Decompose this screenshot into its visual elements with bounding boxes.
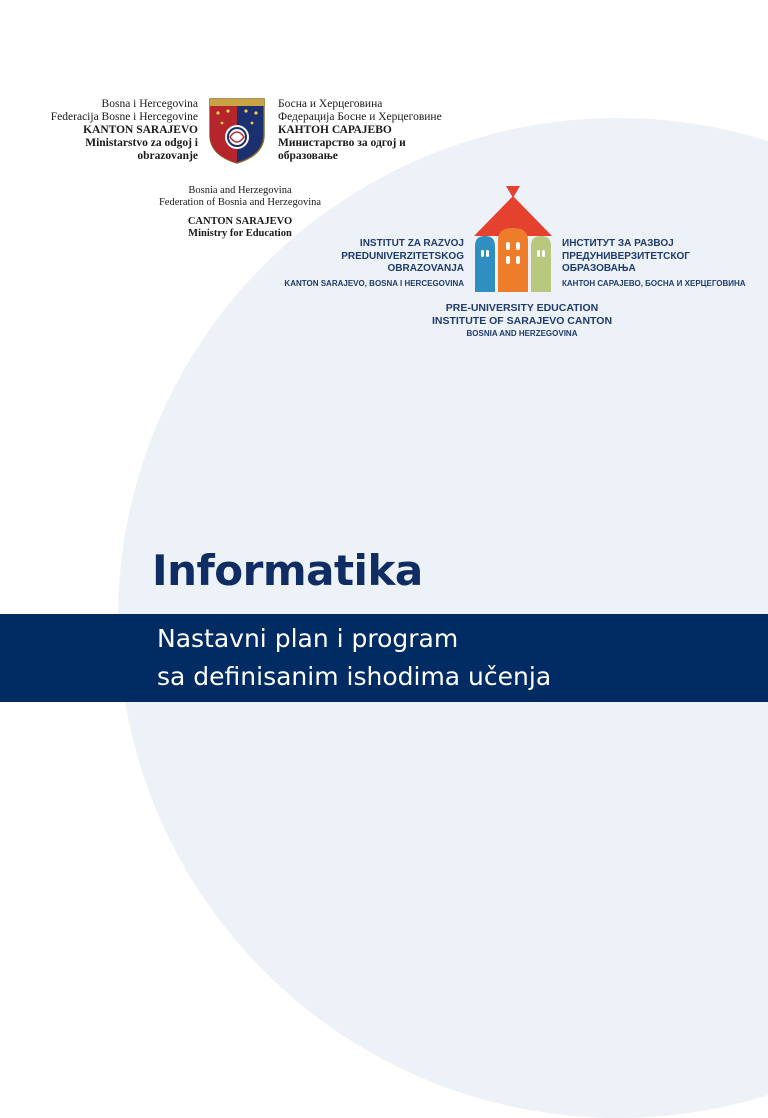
subtitle-line-1: Nastavni plan i program — [157, 624, 459, 653]
ministry-country-en: Bosnia and Herzegovina — [188, 185, 292, 196]
ministry-canton: KANTON SARAJEVO — [83, 124, 198, 136]
ministry-header-cyrillic — [278, 98, 478, 163]
ministry-canton-cyr: КАНТОН САРАЈЕВО — [278, 124, 392, 136]
institute-line2: PREDUNIVERZITETSKOG — [341, 250, 464, 262]
document-title: Informatika — [152, 546, 423, 595]
institute-line1-en: PRE-UNIVERSITY EDUCATION — [445, 302, 599, 314]
ministry-federation-cyr: Федерација Босне и Херцеговине — [278, 111, 442, 123]
subtitle-line-2: sa definisanim ishodima učenja — [157, 662, 552, 691]
institute-location: KANTON SARAJEVO, BOSNA I HERCEGOVINA — [284, 278, 464, 288]
institute-line1-cyr: ИНСТИТУТ ЗА РАЗВОЈ — [562, 238, 674, 249]
ministry-name-cont: obrazovanje — [137, 150, 198, 162]
ministry-header-latin — [20, 98, 198, 163]
institute-house-logo-icon — [470, 184, 556, 292]
ministry-country-cyr: Босна и Херцеговина — [278, 98, 383, 110]
ministry-federation: Federacija Bosne i Hercegovine — [50, 111, 198, 123]
institute-location-cyr: КАНТОН САРАЈЕВО, БОСНА И ХЕРЦЕГОВИНА — [562, 278, 746, 288]
institute-name-latin — [280, 238, 464, 290]
institute-name-english — [372, 302, 672, 341]
institute-line2-cyr: ПРЕДУНИВЕРЗИТЕТСКОГ — [562, 250, 690, 262]
institute-name-cyrillic — [562, 238, 762, 290]
ministry-name-cyr-cont: образовање — [278, 150, 338, 162]
ministry-name-cyr: Министарство за одгој и — [278, 137, 406, 149]
institute-line2-en: INSTITUTE OF SARAJEVO CANTON — [431, 314, 613, 327]
canton-coat-of-arms-icon — [208, 97, 266, 165]
ministry-name-en: Ministry for Education — [188, 228, 292, 239]
institute-line1: INSTITUT ZA RAZVOJ — [359, 238, 464, 249]
ministry-canton-en: CANTON SARAJEVO — [187, 216, 293, 227]
ministry-country: Bosna i Hercegovina — [101, 98, 198, 110]
institute-line3-cyr: ОБРАЗОВАЊА — [562, 263, 636, 274]
subtitle-band — [0, 614, 768, 702]
ministry-name: Ministarstvo za odgoj i — [85, 137, 198, 149]
ministry-header-english — [140, 185, 340, 240]
institute-location-en: BOSNIA AND HERZEGOVINA — [466, 329, 578, 338]
ministry-federation-en: Federation of Bosnia and Herzegovina — [158, 197, 322, 208]
institute-line3: OBRAZOVANJA — [387, 263, 464, 274]
